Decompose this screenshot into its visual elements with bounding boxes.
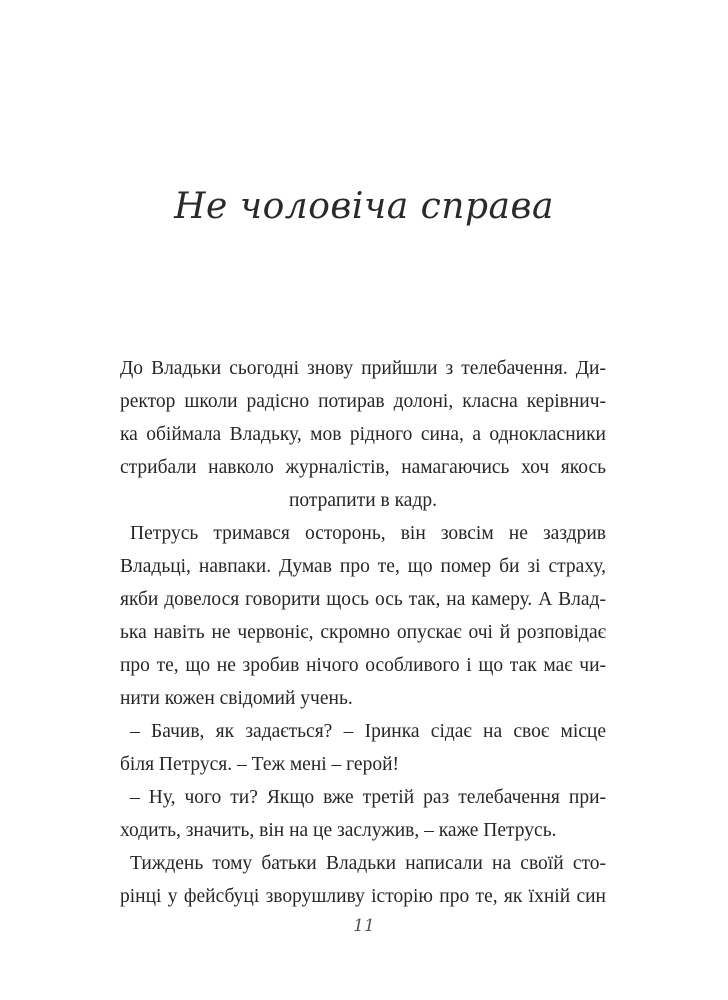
text-line: потрапити в кадр. [288,490,437,511]
chapter-title: Не чоловіча справа [174,186,554,227]
text-line: про те, що не зробив нічого особливого і що так має чи- [120,655,606,676]
text-line: – Бачив, як задається? – Іринка сідає на своє місце [130,721,606,742]
text-line: біля Петруся. – Теж мені – герой! [120,754,399,775]
text-line: нити кожен свідомий учень. [120,688,353,709]
page-number: 11 [353,916,375,936]
text-line: ходить, значить, він на це заслужив, – каже Петрусь. [120,820,557,841]
text-line: якби довелося говорити щось ось так, на камеру. А Влад- [120,589,606,610]
text-line: стрибали навколо журналістів, намагаючись хоч якось [120,457,606,478]
text-line: Тиждень тому батьки Владьки написали на своїй сто- [130,853,606,874]
text-line: Владьці, навпаки. Думав про те, що помер би зі страху, [120,556,606,577]
text-line: Петрусь тримався осторонь, він зовсім не заздрив [130,523,606,544]
text-line: ька навіть не червоніє, скромно опускає очі й розповідає [120,622,606,643]
chapter-text [120,352,606,913]
text-line: – Ну, чого ти? Якщо вже третій раз телебачення при- [130,787,606,808]
text-line: ка обіймала Владьку, мов рідного сина, а однокласники [120,424,606,445]
text-line: ректор школи радісно потирав долоні, класна керівнич- [120,391,606,412]
text-line: рінці у фейсбуці зворушливу історію про те, як їхній син [120,886,606,907]
text-line: До Владьки сьогодні знову прийшли з телебачення. Ди- [120,358,606,379]
